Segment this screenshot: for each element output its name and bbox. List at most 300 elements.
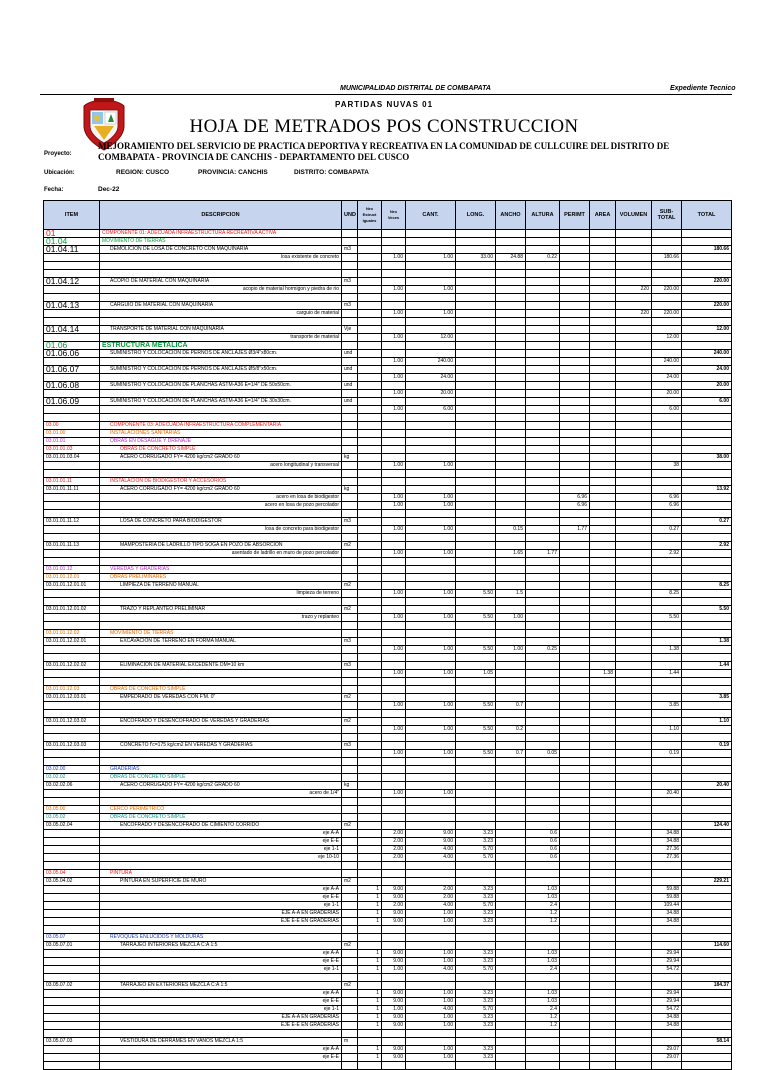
table-cell: 1 — [358, 902, 382, 910]
table-cell — [560, 870, 590, 878]
table-cell: 0.27 — [652, 526, 682, 534]
table-cell — [560, 686, 590, 694]
table-cell: 1 — [358, 1006, 382, 1014]
table-cell — [406, 654, 456, 662]
table-cell — [456, 566, 496, 574]
table-cell — [590, 854, 616, 862]
table-cell — [456, 406, 496, 414]
table-cell: 1.00 — [382, 358, 406, 366]
table-cell — [358, 502, 382, 510]
table-cell — [342, 358, 358, 366]
table-cell — [382, 470, 406, 478]
table-cell — [560, 934, 590, 942]
table-cell: GRADERIAS — [100, 766, 342, 774]
table-row — [44, 254, 732, 262]
table-cell: 8.25 — [682, 582, 732, 590]
table-cell: eje 1-1 — [100, 966, 342, 974]
column-header: Nro Estruct Iguales — [358, 201, 382, 230]
table-cell — [590, 990, 616, 998]
table-cell — [44, 470, 100, 478]
table-row — [44, 902, 732, 910]
table-cell — [560, 822, 590, 830]
table-cell — [590, 782, 616, 790]
table-cell: 1 — [358, 950, 382, 958]
table-row — [44, 262, 732, 270]
table-cell: 3.23 — [456, 894, 496, 902]
table-cell — [560, 246, 590, 254]
table-cell: 03.01.01.03.04 — [44, 454, 100, 462]
table-cell — [342, 702, 358, 710]
table-cell — [526, 982, 560, 990]
table-cell: 1.00 — [382, 462, 406, 470]
table-cell — [590, 422, 616, 430]
table-cell — [682, 462, 732, 470]
table-cell: m2 — [342, 606, 358, 614]
table-cell: 1 — [358, 1014, 382, 1022]
table-cell: LIMPIEZA DE TERRENO MANUAL — [100, 582, 342, 590]
table-cell — [456, 238, 496, 246]
table-cell — [616, 998, 652, 1006]
table-cell — [616, 710, 652, 718]
table-cell — [496, 758, 526, 766]
table-cell — [682, 1030, 732, 1038]
table-cell: 9.00 — [382, 886, 406, 894]
table-cell — [526, 766, 560, 774]
table-cell: carguio de material — [100, 310, 342, 318]
table-cell: 4.00 — [406, 854, 456, 862]
table-cell: ENCOFRADO Y DESENCOFRADO DE VEREDAS Y GRADERIAS — [100, 718, 342, 726]
table-cell — [44, 502, 100, 510]
table-cell — [358, 310, 382, 318]
table-cell — [590, 318, 616, 326]
table-cell — [342, 758, 358, 766]
table-cell — [682, 494, 732, 502]
table-cell — [682, 934, 732, 942]
table-cell — [456, 502, 496, 510]
table-cell — [342, 838, 358, 846]
column-header: VOLUMEN — [616, 201, 652, 230]
table-cell: eje A-A — [100, 1046, 342, 1054]
table-row — [44, 742, 732, 750]
table-cell — [406, 710, 456, 718]
table-cell — [590, 1006, 616, 1014]
table-cell — [496, 366, 526, 374]
table-cell — [358, 254, 382, 262]
table-cell — [406, 798, 456, 806]
table-cell — [526, 790, 560, 798]
table-cell: 1.00 — [406, 310, 456, 318]
table-row — [44, 966, 732, 974]
table-row — [44, 950, 732, 958]
table-cell: m2 — [342, 718, 358, 726]
table-cell: TRANSPORTE DE MATERIAL CON MAQUINARIA — [100, 326, 342, 334]
table-cell — [496, 950, 526, 958]
table-cell — [652, 974, 682, 982]
table-cell — [100, 414, 342, 422]
table-cell: 2.00 — [382, 854, 406, 862]
table-cell — [496, 806, 526, 814]
header-row — [44, 201, 732, 230]
table-cell — [590, 534, 616, 542]
table-cell — [382, 630, 406, 638]
table-cell: 1.00 — [406, 990, 456, 998]
table-cell — [496, 358, 526, 366]
table-cell: 34.88 — [652, 838, 682, 846]
table-cell — [358, 590, 382, 598]
table-cell: 1.03 — [526, 998, 560, 1006]
table-cell — [456, 366, 496, 374]
table-cell — [590, 238, 616, 246]
table-cell — [100, 558, 342, 566]
table-row — [44, 942, 732, 950]
table-cell — [616, 390, 652, 398]
table-cell: 5.50 — [456, 614, 496, 622]
table-row — [44, 614, 732, 622]
table-cell: 03.01.01.12.02 — [44, 630, 100, 638]
table-cell — [590, 622, 616, 630]
table-cell — [382, 438, 406, 446]
table-cell: 1.00 — [382, 726, 406, 734]
table-cell — [100, 734, 342, 742]
table-cell — [44, 558, 100, 566]
table-cell — [560, 1006, 590, 1014]
table-cell — [342, 1062, 358, 1070]
table-cell — [526, 1054, 560, 1062]
table-cell — [526, 630, 560, 638]
table-cell — [652, 534, 682, 542]
table-row — [44, 414, 732, 422]
table-cell — [406, 278, 456, 286]
table-cell — [358, 638, 382, 646]
table-cell: m3 — [342, 662, 358, 670]
table-cell — [590, 598, 616, 606]
table-cell: 1 — [358, 998, 382, 1006]
table-row — [44, 246, 732, 254]
table-cell — [652, 398, 682, 406]
table-cell — [342, 774, 358, 782]
table-cell — [590, 846, 616, 854]
table-cell: 1.00 — [382, 390, 406, 398]
table-cell — [652, 558, 682, 566]
table-cell — [560, 254, 590, 262]
table-cell — [382, 806, 406, 814]
table-cell — [652, 686, 682, 694]
table-cell — [560, 606, 590, 614]
table-cell — [616, 358, 652, 366]
table-cell: 9.00 — [406, 830, 456, 838]
table-cell: 34.88 — [652, 830, 682, 838]
table-cell: 1.00 — [406, 998, 456, 1006]
table-cell — [616, 1006, 652, 1014]
table-cell — [616, 478, 652, 486]
table-cell: 03.05.07.01 — [44, 942, 100, 950]
table-cell — [526, 942, 560, 950]
table-cell — [590, 1038, 616, 1046]
table-cell: m2 — [342, 694, 358, 702]
table-cell — [590, 582, 616, 590]
table-cell: 0.22 — [526, 254, 560, 262]
table-cell — [456, 438, 496, 446]
table-cell — [44, 1014, 100, 1022]
table-cell: 5.50 — [456, 750, 496, 758]
table-cell — [342, 574, 358, 582]
table-cell — [406, 974, 456, 982]
table-cell: m3 — [342, 638, 358, 646]
table-cell — [358, 566, 382, 574]
table-cell — [456, 862, 496, 870]
table-row — [44, 518, 732, 526]
table-cell — [456, 422, 496, 430]
table-cell — [616, 246, 652, 254]
table-cell: 1.00 — [406, 1046, 456, 1054]
table-cell — [560, 886, 590, 894]
table-cell — [406, 1038, 456, 1046]
table-cell: 1.00 — [382, 702, 406, 710]
table-cell: m2 — [342, 878, 358, 886]
table-cell — [496, 958, 526, 966]
ubicacion-label: Ubicación: — [44, 170, 75, 176]
table-cell — [342, 462, 358, 470]
table-cell: 01.06.06 — [44, 350, 100, 358]
table-cell — [682, 534, 732, 542]
table-cell: 0.6 — [526, 854, 560, 862]
table-cell — [44, 1046, 100, 1054]
table-cell — [342, 958, 358, 966]
proyecto-label: Proyecto: — [44, 151, 72, 157]
table-cell — [496, 710, 526, 718]
table-cell — [682, 502, 732, 510]
table-cell — [526, 238, 560, 246]
table-cell: eje 1-1 — [100, 846, 342, 854]
table-cell — [616, 902, 652, 910]
table-cell — [456, 582, 496, 590]
table-cell: 34.88 — [652, 910, 682, 918]
table-cell: 1.77 — [560, 526, 590, 534]
table-cell: 1.00 — [406, 614, 456, 622]
table-cell — [342, 422, 358, 430]
table-cell: 0.19 — [682, 742, 732, 750]
table-cell — [406, 606, 456, 614]
table-cell — [342, 238, 358, 246]
table-cell: 1.03 — [526, 958, 560, 966]
table-cell: 1.00 — [406, 1022, 456, 1030]
table-cell: 5.70 — [456, 846, 496, 854]
column-header: ANCHO — [496, 201, 526, 230]
table-cell — [560, 238, 590, 246]
table-cell: 1.00 — [406, 702, 456, 710]
table-cell: 20.00 — [682, 382, 732, 390]
column-header: TOTAL — [682, 201, 732, 230]
table-cell — [652, 414, 682, 422]
table-cell — [616, 918, 652, 926]
table-cell — [406, 382, 456, 390]
table-cell — [496, 430, 526, 438]
table-cell: 29.94 — [652, 950, 682, 958]
table-cell: 1 — [358, 1046, 382, 1054]
table-row — [44, 534, 732, 542]
table-cell — [100, 726, 342, 734]
table-cell: 59.88 — [652, 894, 682, 902]
table-cell: 1.38 — [652, 646, 682, 654]
table-cell — [526, 862, 560, 870]
table-cell: 1.00 — [406, 502, 456, 510]
table-cell: 1.00 — [382, 790, 406, 798]
column-header: AREA — [590, 201, 616, 230]
table-cell — [560, 454, 590, 462]
table-row — [44, 398, 732, 406]
table-cell — [590, 630, 616, 638]
table-cell — [406, 630, 456, 638]
table-cell — [406, 446, 456, 454]
table-cell — [382, 686, 406, 694]
table-cell: acero de 1/4" — [100, 790, 342, 798]
table-cell — [616, 822, 652, 830]
table-cell — [406, 246, 456, 254]
column-header: LONG. — [456, 201, 496, 230]
table-cell — [456, 806, 496, 814]
table-cell — [526, 774, 560, 782]
table-cell — [406, 582, 456, 590]
table-cell — [456, 358, 496, 366]
table-cell: 229.21 — [682, 878, 732, 886]
table-cell — [456, 518, 496, 526]
table-cell — [456, 1038, 496, 1046]
table-cell: 6.00 — [682, 398, 732, 406]
table-row — [44, 302, 732, 310]
table-cell — [382, 382, 406, 390]
table-cell — [616, 406, 652, 414]
table-cell — [616, 494, 652, 502]
table-cell — [496, 390, 526, 398]
table-cell — [342, 550, 358, 558]
table-cell: limpieza de terreno — [100, 590, 342, 598]
table-cell — [652, 278, 682, 286]
table-row — [44, 806, 732, 814]
table-cell — [342, 494, 358, 502]
table-cell: 27.36 — [652, 854, 682, 862]
table-cell — [382, 486, 406, 494]
table-cell: EJE E-E EN GRADERIAS — [100, 1022, 342, 1030]
table-cell — [652, 782, 682, 790]
table-cell: 4.00 — [406, 1006, 456, 1014]
table-cell — [456, 558, 496, 566]
table-cell — [590, 734, 616, 742]
table-row — [44, 390, 732, 398]
table-cell — [526, 430, 560, 438]
table-row — [44, 430, 732, 438]
table-cell — [358, 542, 382, 550]
table-cell — [358, 862, 382, 870]
table-cell — [406, 478, 456, 486]
table-cell — [358, 814, 382, 822]
table-cell — [456, 286, 496, 294]
table-cell — [652, 518, 682, 526]
table-row — [44, 350, 732, 358]
table-cell — [682, 374, 732, 382]
table-cell: 3.23 — [456, 1046, 496, 1054]
table-cell — [44, 726, 100, 734]
table-cell: EXCAVACION DE TERRENO EN FORMA MANUAL — [100, 638, 342, 646]
table-cell: 1 — [358, 910, 382, 918]
table-cell — [616, 934, 652, 942]
table-cell — [44, 390, 100, 398]
table-cell — [496, 718, 526, 726]
table-cell — [358, 558, 382, 566]
table-row — [44, 582, 732, 590]
table-cell — [616, 614, 652, 622]
table-cell — [560, 350, 590, 358]
table-cell: m2 — [342, 942, 358, 950]
table-cell: 1 — [358, 990, 382, 998]
table-cell — [682, 1022, 732, 1030]
table-cell — [560, 358, 590, 366]
table-cell — [526, 934, 560, 942]
table-cell: 3.23 — [456, 1054, 496, 1062]
table-cell: eje 10-10 — [100, 854, 342, 862]
table-cell — [616, 326, 652, 334]
table-cell — [682, 254, 732, 262]
table-cell — [526, 734, 560, 742]
table-cell — [560, 262, 590, 270]
table-cell: 1 — [358, 886, 382, 894]
table-cell: 1.00 — [406, 646, 456, 654]
table-cell — [526, 470, 560, 478]
table-cell — [44, 702, 100, 710]
table-cell — [590, 654, 616, 662]
table-cell: 9.00 — [382, 894, 406, 902]
table-cell: kg — [342, 486, 358, 494]
table-cell — [382, 862, 406, 870]
table-cell — [590, 966, 616, 974]
table-cell — [560, 918, 590, 926]
table-cell: 1.00 — [382, 286, 406, 294]
table-cell — [496, 678, 526, 686]
table-cell — [358, 694, 382, 702]
table-cell: 0.05 — [526, 750, 560, 758]
table-cell — [496, 326, 526, 334]
table-cell — [342, 566, 358, 574]
distrito-text: DISTRITO: COMBAPATA — [294, 169, 369, 176]
table-cell: 13.92 — [682, 486, 732, 494]
table-cell — [526, 870, 560, 878]
table-cell — [456, 510, 496, 518]
table-cell — [44, 270, 100, 278]
table-cell: 240.00 — [406, 358, 456, 366]
table-cell — [590, 878, 616, 886]
table-cell — [44, 966, 100, 974]
table-cell — [382, 246, 406, 254]
table-cell — [526, 582, 560, 590]
table-cell — [406, 806, 456, 814]
table-cell: 9.00 — [382, 990, 406, 998]
table-cell: 220.00 — [682, 302, 732, 310]
table-cell: PINTURA EN SUPERFICIE DE MURO — [100, 878, 342, 886]
table-cell: 01.04.13 — [44, 302, 100, 310]
table-cell — [590, 494, 616, 502]
table-cell — [496, 238, 526, 246]
table-cell — [342, 950, 358, 958]
table-cell — [560, 462, 590, 470]
table-cell — [560, 1062, 590, 1070]
table-cell — [682, 710, 732, 718]
table-cell: 1.00 — [406, 462, 456, 470]
table-row — [44, 1054, 732, 1062]
table-cell — [358, 374, 382, 382]
table-cell: 24.00 — [652, 374, 682, 382]
table-cell — [496, 422, 526, 430]
table-cell — [616, 662, 652, 670]
table-cell — [616, 398, 652, 406]
